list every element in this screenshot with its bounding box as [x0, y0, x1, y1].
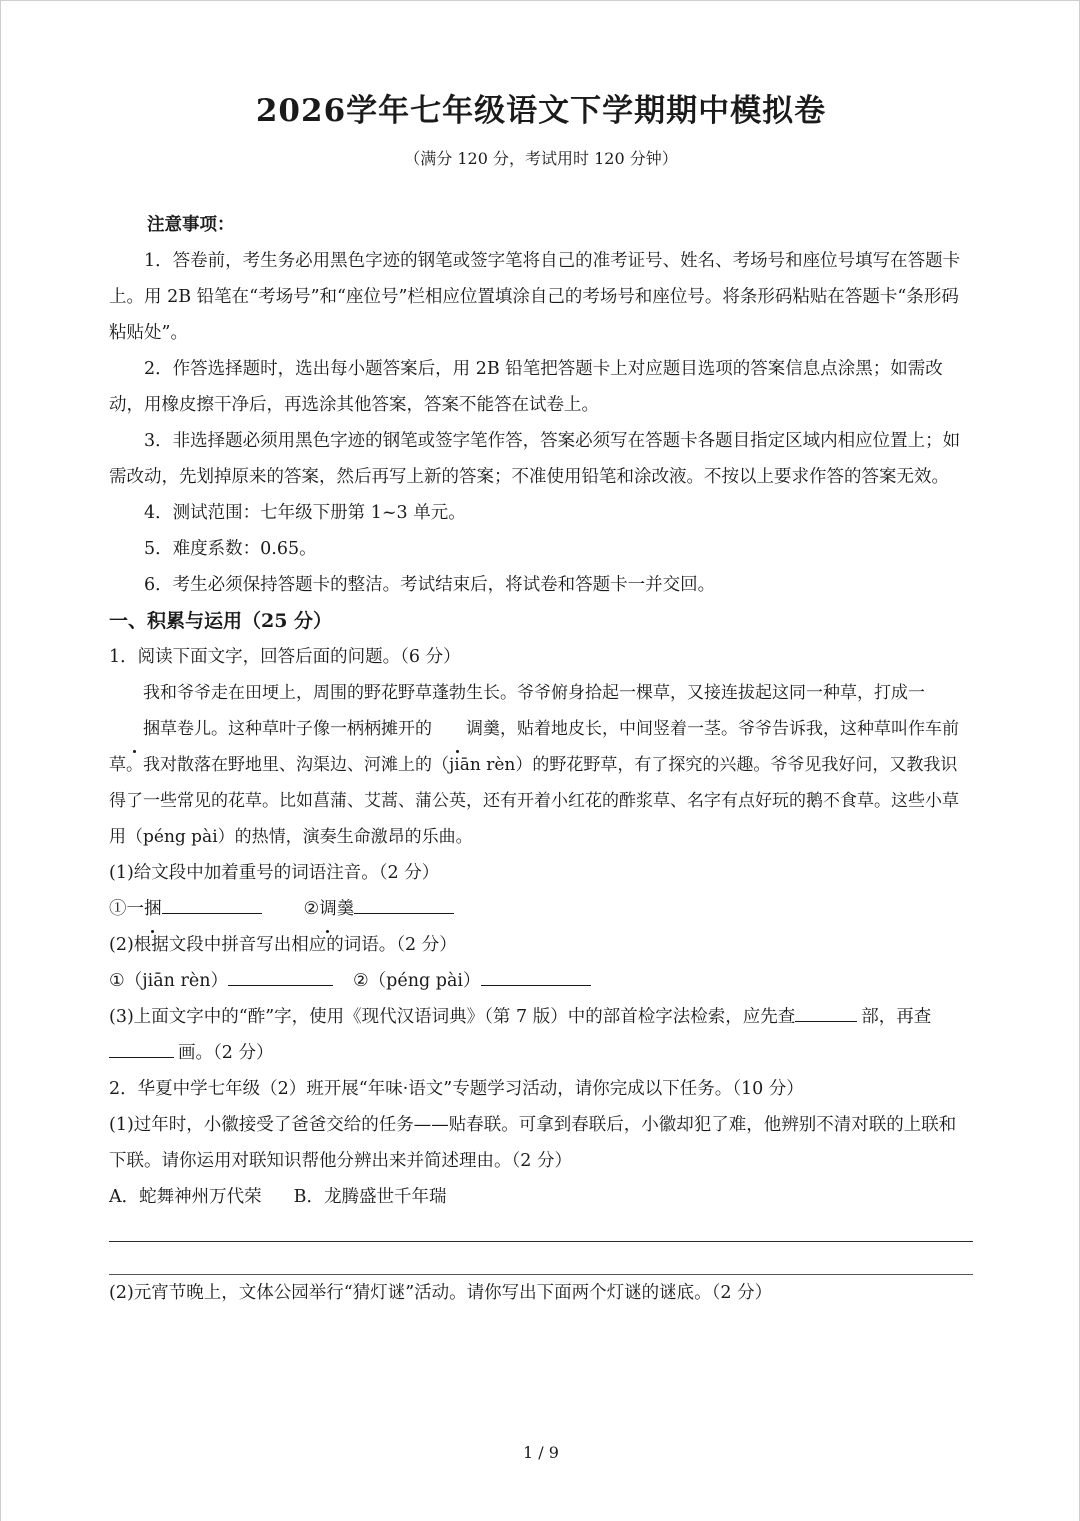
exam-title: 2026学年七年级语文下学期期中模拟卷 — [255, 93, 827, 129]
question-2-sub-2: (2)元宵节晚上，文体公园举行“猜灯谜”活动。请你写出下面两个灯谜的谜底。（2 分） — [109, 1283, 773, 1303]
section-1-title: 一、积累与运用（25 分） — [109, 610, 333, 632]
answer-blank-pengpai[interactable] — [481, 965, 591, 986]
passage-text-c: 羹，贴着地皮长，中间竖着一茎。爷爷告诉我，这种草叫作车前草。我对散落在野地里、沟渠边、河滩上的（jiān rèn）的野花野草，有了探究的兴趣。爷爷见我好问，又教我识得了一些常见的花草。比如菖蒲、艾蒿、蒲公英，还有开着小红花的酢浆草、名字有点好玩的鹅不食草。这些小草用（péng pài）的热情，演奏生命激昂的乐曲。 — [109, 719, 959, 847]
question-1-sub-2: (2)根据文段中拼音写出相应的词语。（2 分） — [109, 935, 457, 955]
page-number: 1 / 9 — [523, 1443, 559, 1462]
question-1-stem: 1．阅读下面文字，回答后面的问题。（6 分） — [109, 647, 461, 667]
passage-text-b: 草卷儿。这种草叶子像一柄柄摊开的 — [160, 719, 432, 739]
emphasis-char-kun: 捆 — [109, 711, 160, 747]
sub1-emphasis-char-2: 调 — [319, 891, 337, 927]
option-a: A．蛇舞神州万代荣 — [109, 1187, 262, 1207]
sub1-label-2: ② — [303, 899, 320, 919]
question-1-sub-3 — [109, 999, 973, 1071]
question-1-sub-2-answers — [109, 963, 973, 999]
option-b: B．龙腾盛世千年瑞 — [293, 1187, 447, 1207]
notice-title: 注意事项： — [147, 215, 235, 235]
answer-blank-jianren[interactable] — [228, 965, 333, 986]
notice-item-2: 2．作答选择题时，选出每小题答案后，用 2B 铅笔把答题卡上对应题目选项的答案信息点涂黑；如需改动，用橡皮擦干净后，再选涂其他答案，答案不能答在试卷上。 — [109, 359, 943, 415]
notice-item-1: 1．答卷前，考生务必用黑色字迹的钢笔或签字笔将自己的准考证号、姓名、考场号和座位号填写在答题卡上。用 2B 铅笔在“考场号”和“座位号”栏相应位置填涂自己的考场号和座位号。将条形码粘贴在答题卡“条形码粘贴处”。 — [109, 251, 961, 343]
exam-content — [109, 207, 973, 1311]
sub3-text-c: 画。（2 分） — [178, 1043, 274, 1063]
sub1-emphasis-char-1: 捆 — [144, 891, 162, 927]
sub1-label-1: ①一 — [109, 899, 144, 919]
sub3-text-b: 部，再查 — [861, 1007, 932, 1027]
sub2-label-2: ②（péng pài） — [352, 971, 481, 991]
emphasis-char-tiao: 调 — [432, 711, 483, 747]
answer-blank-kun[interactable] — [162, 893, 262, 914]
question-2-sub-1: (1)过年时，小徽接受了爸爸交给的任务——贴春联。可拿到春联后，小徽却犯了难，他辨别不清对联的上联和下联。请你运用对联知识帮他分辨出来并简述理由。（2 分） — [109, 1115, 957, 1171]
passage-text-a: 我和爷爷走在田埂上，周围的野花野草蓬勃生长。爷爷俯身拾起一棵草，又接连拔起这同一种草，打成一 — [143, 683, 925, 703]
notice-item-4: 4．测试范围：七年级下册第 1~3 单元。 — [144, 503, 466, 523]
answer-line-1[interactable] — [109, 1241, 973, 1242]
answer-blank-tiaogeng[interactable] — [354, 893, 454, 914]
question-2-stem: 2．华夏中学七年级（2）班开展“年味·语文”专题学习活动，请你完成以下任务。（10 分） — [109, 1079, 804, 1099]
sub3-text-a: (3)上面文字中的“酢”字，使用《现代汉语词典》（第 7 版）中的部首检字法检索，应先查 — [109, 1007, 796, 1027]
question-1-sub-1-answers — [109, 891, 973, 927]
question-1-sub-1: (1)给文段中加着重号的词语注音。（2 分） — [109, 863, 440, 883]
answer-blank-strokes[interactable] — [109, 1037, 174, 1058]
sub2-label-1: ①（jiān rèn） — [109, 971, 228, 991]
answer-blank-radical[interactable] — [795, 1001, 857, 1022]
question-1-passage — [109, 675, 973, 855]
sub1-label-2-tail: 羹 — [336, 899, 355, 919]
question-2-options — [109, 1179, 973, 1215]
notice-item-6: 6．考生必须保持答题卡的整洁。考试结束后，将试卷和答题卡一并交回。 — [144, 575, 716, 595]
exam-subtitle: （满分 120 分，考试用时 120 分钟） — [404, 149, 678, 168]
notice-item-3: 3．非选择题必须用黑色字迹的钢笔或签字笔作答，答案必须写在答题卡各题目指定区域内相应位置上；如需改动，先划掉原来的答案，然后再写上新的答案；不准使用铅笔和涂改液。不按以上要求作答的答案无效。 — [109, 431, 961, 487]
notice-item-5: 5．难度系数：0.65。 — [144, 539, 317, 559]
